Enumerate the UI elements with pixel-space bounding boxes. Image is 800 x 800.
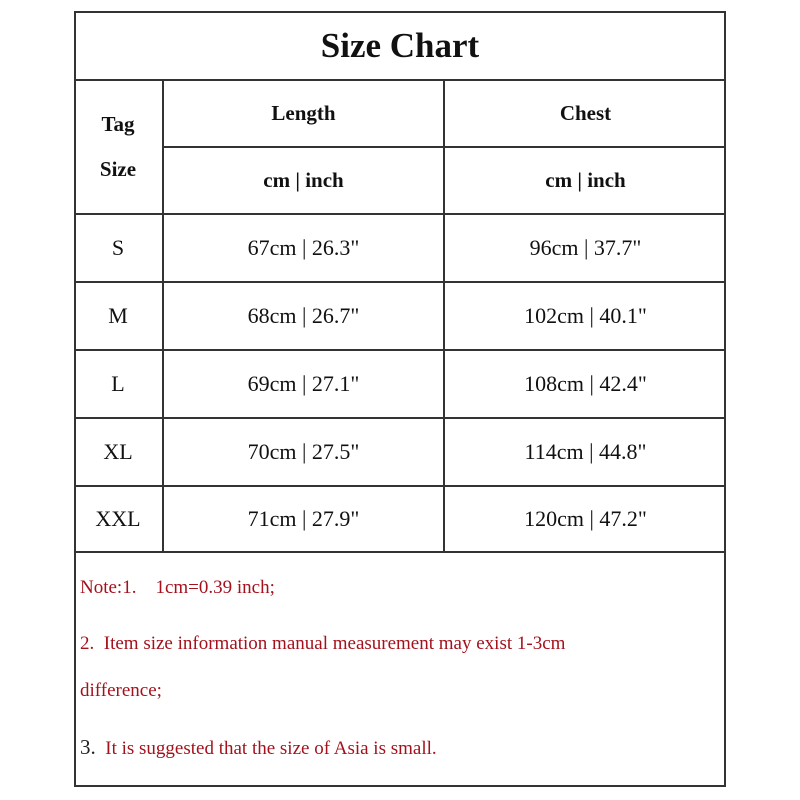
size-cell: M [108,303,128,328]
size-cell: XXL [95,506,141,531]
chest-cell: 96cm | 37.7" [529,235,642,260]
chest-units: cm | inch [545,168,626,192]
length-cell: 71cm | 27.9" [247,506,360,531]
note-1: Note:1. 1cm=0.39 inch; [80,577,275,598]
note-2: 2. Item size information manual measurement may exist 1-3cm [80,633,566,654]
chest-cell: 120cm | 47.2" [524,506,647,531]
size-label: Size [99,157,137,181]
page-title: Size Chart [320,26,480,65]
note-3-text: It is suggested that the size of Asia is small. [95,738,437,759]
length-cell: 70cm | 27.5" [247,439,360,464]
size-cell: XL [103,439,133,464]
length-units: cm | inch [263,168,344,192]
note-2-continued: difference; [80,680,162,701]
chest-cell: 108cm | 42.4" [524,371,647,396]
length-cell: 67cm | 26.3" [247,235,360,260]
chest-header: Chest [559,100,612,125]
length-cell: 69cm | 27.1" [247,371,360,396]
note-3 [80,735,437,760]
chest-cell: 102cm | 40.1" [524,303,647,328]
tag-label: Tag [101,112,135,136]
length-cell: 68cm | 26.7" [247,303,360,328]
tag-size-header [74,81,162,213]
size-cell: L [111,371,125,396]
length-header: Length [271,100,336,125]
chest-cell: 114cm | 44.8" [524,439,647,464]
note-3-number: 3. [80,735,96,759]
divider [74,551,726,553]
size-cell: S [111,235,125,260]
